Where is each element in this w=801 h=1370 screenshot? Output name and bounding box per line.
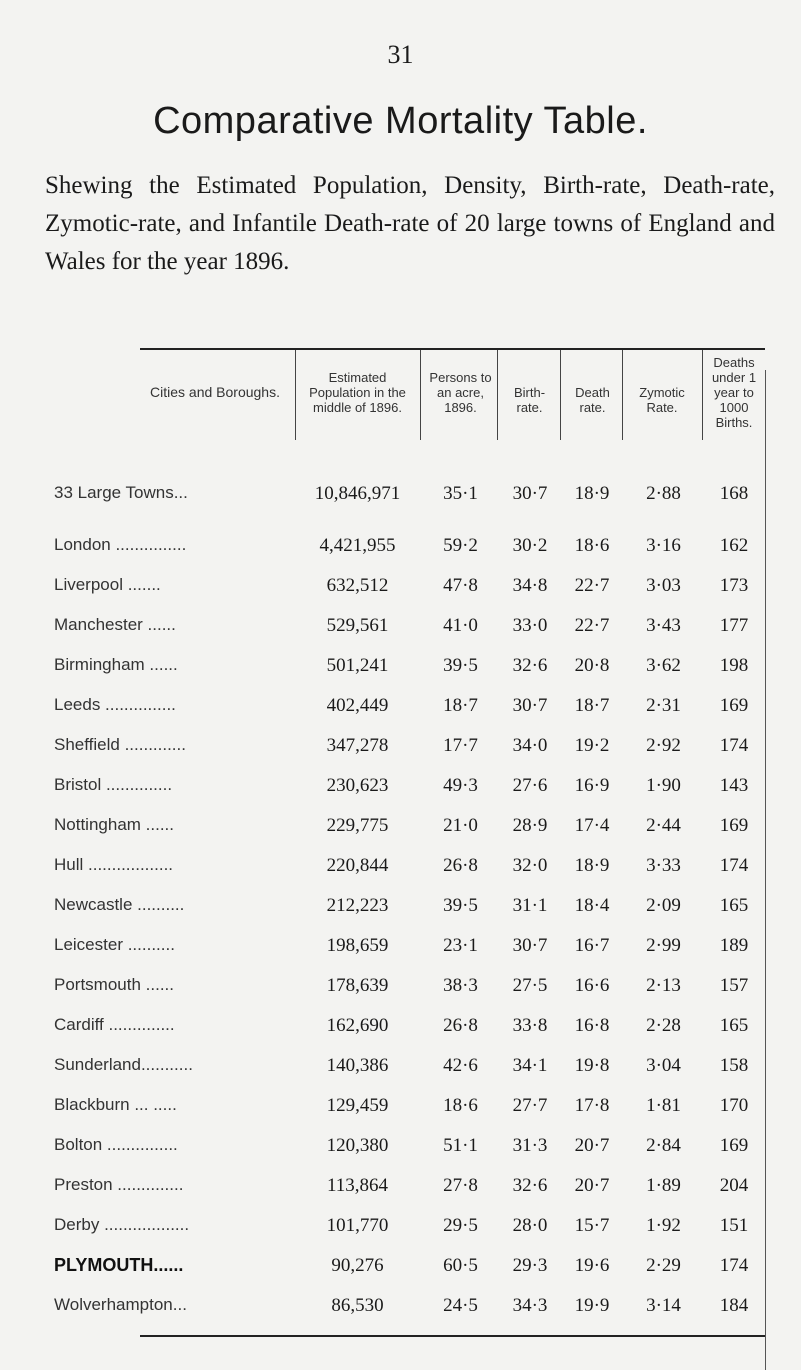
zymotic-rate-value: 2·99 bbox=[646, 935, 681, 956]
city-name: Hull .................. bbox=[54, 855, 174, 874]
population-value: 529,561 bbox=[326, 615, 389, 636]
city-name: Nottingham ...... bbox=[54, 815, 174, 834]
city-name: Portsmouth ...... bbox=[54, 975, 174, 994]
death-rate-value: 17·4 bbox=[574, 815, 610, 836]
density-value: 26·8 bbox=[443, 855, 478, 876]
birth-rate-value: 33·8 bbox=[512, 1015, 548, 1036]
city-name: Blackburn ... ..... bbox=[54, 1095, 177, 1114]
birth-rate-value: 34·3 bbox=[512, 1295, 548, 1316]
table-row bbox=[54, 1215, 765, 1255]
density-value: 27·8 bbox=[443, 1175, 478, 1196]
city-name: Sheffield ............. bbox=[54, 735, 186, 754]
table-row bbox=[54, 815, 765, 855]
population-value: 86,530 bbox=[331, 1295, 384, 1316]
infant-deaths-value: 184 bbox=[719, 1295, 749, 1316]
birth-rate-value: 27·6 bbox=[512, 775, 548, 796]
table-row bbox=[54, 1015, 765, 1055]
infant-deaths-value: 143 bbox=[719, 775, 749, 796]
density-value: 51·1 bbox=[443, 1135, 478, 1156]
birth-rate-value: 33·0 bbox=[512, 615, 548, 636]
city-name: 33 Large Towns... bbox=[54, 483, 188, 502]
birth-rate-value: 31·3 bbox=[512, 1135, 548, 1156]
death-rate-value: 18·9 bbox=[574, 483, 610, 504]
table-row bbox=[54, 855, 765, 895]
birth-rate-value: 28·9 bbox=[512, 815, 548, 836]
zymotic-rate-value: 2·92 bbox=[646, 735, 681, 756]
header-death-rate: Death rate. bbox=[575, 385, 610, 415]
header-population: Estimated Population in the middle of 1896. bbox=[309, 370, 406, 415]
density-value: 29·5 bbox=[443, 1215, 478, 1236]
population-value: 229,775 bbox=[326, 815, 389, 836]
infant-deaths-value: 169 bbox=[719, 1135, 749, 1156]
birth-rate-value: 32·0 bbox=[512, 855, 548, 876]
density-value: 60·5 bbox=[443, 1255, 478, 1276]
table-row bbox=[54, 1055, 765, 1095]
city-name: Newcastle .......... bbox=[54, 895, 185, 914]
city-name: Liverpool ....... bbox=[54, 575, 161, 594]
city-name: Derby .................. bbox=[54, 1215, 190, 1234]
infant-deaths-value: 177 bbox=[719, 615, 749, 636]
birth-rate-value: 30·7 bbox=[512, 935, 548, 956]
population-value: 632,512 bbox=[326, 575, 389, 596]
death-rate-value: 19·2 bbox=[574, 735, 610, 756]
birth-rate-value: 31·1 bbox=[512, 895, 548, 916]
header-birth-rate: Birth-rate. bbox=[513, 385, 546, 415]
infant-deaths-value: 174 bbox=[719, 1255, 749, 1276]
birth-rate-value: 30·7 bbox=[512, 483, 548, 504]
table-row bbox=[54, 975, 765, 1015]
birth-rate-value: 30·2 bbox=[512, 535, 548, 556]
zymotic-rate-value: 1·89 bbox=[646, 1175, 681, 1196]
infant-deaths-value: 198 bbox=[719, 655, 749, 676]
table-row bbox=[54, 475, 765, 535]
city-name: Leicester .......... bbox=[54, 935, 175, 954]
city-name: Bolton ............... bbox=[54, 1135, 178, 1154]
column-divider bbox=[497, 350, 498, 440]
population-value: 90,276 bbox=[331, 1255, 384, 1276]
density-value: 49·3 bbox=[443, 775, 478, 796]
zymotic-rate-value: 2·13 bbox=[646, 975, 681, 996]
density-value: 26·8 bbox=[443, 1015, 478, 1036]
death-rate-value: 18·7 bbox=[574, 695, 610, 716]
death-rate-value: 15·7 bbox=[574, 1215, 610, 1236]
column-divider bbox=[622, 350, 623, 440]
zymotic-rate-value: 2·44 bbox=[646, 815, 681, 836]
zymotic-rate-value: 3·04 bbox=[646, 1055, 681, 1076]
header-city: Cities and Boroughs. bbox=[150, 384, 280, 400]
infant-deaths-value: 174 bbox=[719, 735, 749, 756]
column-divider bbox=[560, 350, 561, 440]
infant-deaths-value: 204 bbox=[719, 1175, 749, 1196]
table-body bbox=[54, 475, 765, 1335]
density-value: 41·0 bbox=[443, 615, 478, 636]
death-rate-value: 16·8 bbox=[574, 1015, 610, 1036]
death-rate-value: 18·9 bbox=[574, 855, 610, 876]
population-value: 212,223 bbox=[326, 895, 389, 916]
population-value: 101,770 bbox=[326, 1215, 389, 1236]
density-value: 23·1 bbox=[443, 935, 478, 956]
infant-deaths-value: 169 bbox=[719, 815, 749, 836]
death-rate-value: 18·6 bbox=[574, 535, 610, 556]
birth-rate-value: 29·3 bbox=[512, 1255, 548, 1276]
table-row bbox=[54, 935, 765, 975]
infant-deaths-value: 168 bbox=[719, 483, 749, 504]
column-divider bbox=[295, 350, 296, 440]
table-row bbox=[54, 775, 765, 815]
death-rate-value: 20·7 bbox=[574, 1175, 610, 1196]
city-name: PLYMOUTH...... bbox=[54, 1255, 184, 1275]
density-value: 35·1 bbox=[443, 483, 478, 504]
death-rate-value: 18·4 bbox=[574, 895, 610, 916]
table-description: Shewing the Estimated Population, Density, Birth-rate, Death-rate, Zymotic-rate, and Infantile Death-rate of 20 large towns of England and Wales for the year 1896. bbox=[45, 172, 775, 275]
density-value: 18·6 bbox=[443, 1095, 478, 1116]
table-row bbox=[54, 655, 765, 695]
infant-deaths-value: 173 bbox=[719, 575, 749, 596]
city-name: Cardiff .............. bbox=[54, 1015, 175, 1034]
density-value: 39·5 bbox=[443, 655, 478, 676]
population-value: 162,690 bbox=[326, 1015, 389, 1036]
table-row bbox=[54, 1135, 765, 1175]
birth-rate-value: 34·0 bbox=[512, 735, 548, 756]
population-value: 501,241 bbox=[326, 655, 389, 676]
birth-rate-value: 27·5 bbox=[512, 975, 548, 996]
infant-deaths-value: 162 bbox=[719, 535, 749, 556]
zymotic-rate-value: 1·81 bbox=[646, 1095, 681, 1116]
death-rate-value: 17·8 bbox=[574, 1095, 610, 1116]
zymotic-rate-value: 2·88 bbox=[646, 483, 681, 504]
column-divider bbox=[420, 350, 421, 440]
zymotic-rate-value: 3·03 bbox=[646, 575, 681, 596]
population-value: 220,844 bbox=[326, 855, 389, 876]
population-value: 198,659 bbox=[326, 935, 389, 956]
birth-rate-value: 28·0 bbox=[512, 1215, 548, 1236]
table-row bbox=[54, 895, 765, 935]
infant-deaths-value: 165 bbox=[719, 1015, 749, 1036]
zymotic-rate-value: 3·33 bbox=[646, 855, 681, 876]
density-value: 59·2 bbox=[443, 535, 478, 556]
zymotic-rate-value: 3·43 bbox=[646, 615, 681, 636]
table-row bbox=[54, 735, 765, 775]
city-name: Wolverhampton... bbox=[54, 1295, 187, 1314]
table-row bbox=[54, 1175, 765, 1215]
table-row bbox=[54, 1255, 765, 1295]
death-rate-value: 19·8 bbox=[574, 1055, 610, 1076]
birth-rate-value: 30·7 bbox=[512, 695, 548, 716]
mortality-table bbox=[54, 348, 765, 1337]
infant-deaths-value: 174 bbox=[719, 855, 749, 876]
zymotic-rate-value: 2·09 bbox=[646, 895, 681, 916]
population-value: 230,623 bbox=[326, 775, 389, 796]
population-value: 113,864 bbox=[326, 1175, 389, 1196]
column-divider bbox=[702, 350, 703, 440]
infant-deaths-value: 165 bbox=[719, 895, 749, 916]
header-infant-deaths: Deaths under 1 year to 1000 Births. bbox=[711, 355, 757, 430]
population-value: 10,846,971 bbox=[314, 483, 401, 504]
infant-deaths-value: 189 bbox=[719, 935, 749, 956]
infant-deaths-value: 157 bbox=[719, 975, 749, 996]
death-rate-value: 19·6 bbox=[574, 1255, 610, 1276]
city-name: Birmingham ...... bbox=[54, 655, 178, 674]
city-name: Manchester ...... bbox=[54, 615, 176, 634]
table-row bbox=[54, 535, 765, 575]
population-value: 402,449 bbox=[326, 695, 389, 716]
density-value: 18·7 bbox=[443, 695, 478, 716]
density-value: 39·5 bbox=[443, 895, 478, 916]
birth-rate-value: 34·1 bbox=[512, 1055, 548, 1076]
city-name: Preston .............. bbox=[54, 1175, 184, 1194]
population-value: 140,386 bbox=[326, 1055, 389, 1076]
zymotic-rate-value: 3·16 bbox=[646, 535, 681, 556]
zymotic-rate-value: 2·31 bbox=[646, 695, 681, 716]
death-rate-value: 19·9 bbox=[574, 1295, 610, 1316]
header-zymotic-rate: Zymotic Rate. bbox=[639, 385, 685, 415]
death-rate-value: 16·7 bbox=[574, 935, 610, 956]
density-value: 17·7 bbox=[443, 735, 478, 756]
death-rate-value: 22·7 bbox=[574, 615, 610, 636]
zymotic-rate-value: 1·92 bbox=[646, 1215, 681, 1236]
page-title: Comparative Mortality Table. bbox=[153, 100, 648, 142]
zymotic-rate-value: 3·62 bbox=[646, 655, 681, 676]
infant-deaths-value: 151 bbox=[719, 1215, 749, 1236]
header-density: Persons to an acre, 1896. bbox=[429, 370, 492, 415]
death-rate-value: 22·7 bbox=[574, 575, 610, 596]
population-value: 120,380 bbox=[326, 1135, 389, 1156]
table-row bbox=[54, 1095, 765, 1135]
infant-deaths-value: 158 bbox=[719, 1055, 749, 1076]
density-value: 42·6 bbox=[443, 1055, 478, 1076]
table-row bbox=[54, 1295, 765, 1335]
death-rate-value: 20·8 bbox=[574, 655, 610, 676]
population-value: 178,639 bbox=[326, 975, 389, 996]
death-rate-value: 16·6 bbox=[574, 975, 610, 996]
zymotic-rate-value: 2·84 bbox=[646, 1135, 681, 1156]
table-row bbox=[54, 575, 765, 615]
city-name: Bristol .............. bbox=[54, 775, 173, 794]
infant-deaths-value: 170 bbox=[719, 1095, 749, 1116]
table-header bbox=[140, 350, 765, 475]
right-rule bbox=[765, 370, 766, 1370]
city-name: Sunderland........... bbox=[54, 1055, 193, 1074]
birth-rate-value: 32·6 bbox=[512, 655, 548, 676]
population-value: 129,459 bbox=[326, 1095, 389, 1116]
infant-deaths-value: 169 bbox=[719, 695, 749, 716]
city-name: London ............... bbox=[54, 535, 187, 554]
page-number: 31 bbox=[387, 40, 414, 69]
zymotic-rate-value: 2·29 bbox=[646, 1255, 681, 1276]
birth-rate-value: 32·6 bbox=[512, 1175, 548, 1196]
table-row bbox=[54, 695, 765, 735]
zymotic-rate-value: 3·14 bbox=[646, 1295, 681, 1316]
zymotic-rate-value: 2·28 bbox=[646, 1015, 681, 1036]
density-value: 47·8 bbox=[443, 575, 478, 596]
table-row bbox=[54, 615, 765, 655]
density-value: 21·0 bbox=[443, 815, 478, 836]
density-value: 24·5 bbox=[443, 1295, 478, 1316]
death-rate-value: 20·7 bbox=[574, 1135, 610, 1156]
population-value: 347,278 bbox=[326, 735, 389, 756]
density-value: 38·3 bbox=[443, 975, 478, 996]
population-value: 4,421,955 bbox=[319, 535, 396, 556]
birth-rate-value: 27·7 bbox=[512, 1095, 548, 1116]
zymotic-rate-value: 1·90 bbox=[646, 775, 681, 796]
city-name: Leeds ............... bbox=[54, 695, 176, 714]
birth-rate-value: 34·8 bbox=[512, 575, 548, 596]
death-rate-value: 16·9 bbox=[574, 775, 610, 796]
